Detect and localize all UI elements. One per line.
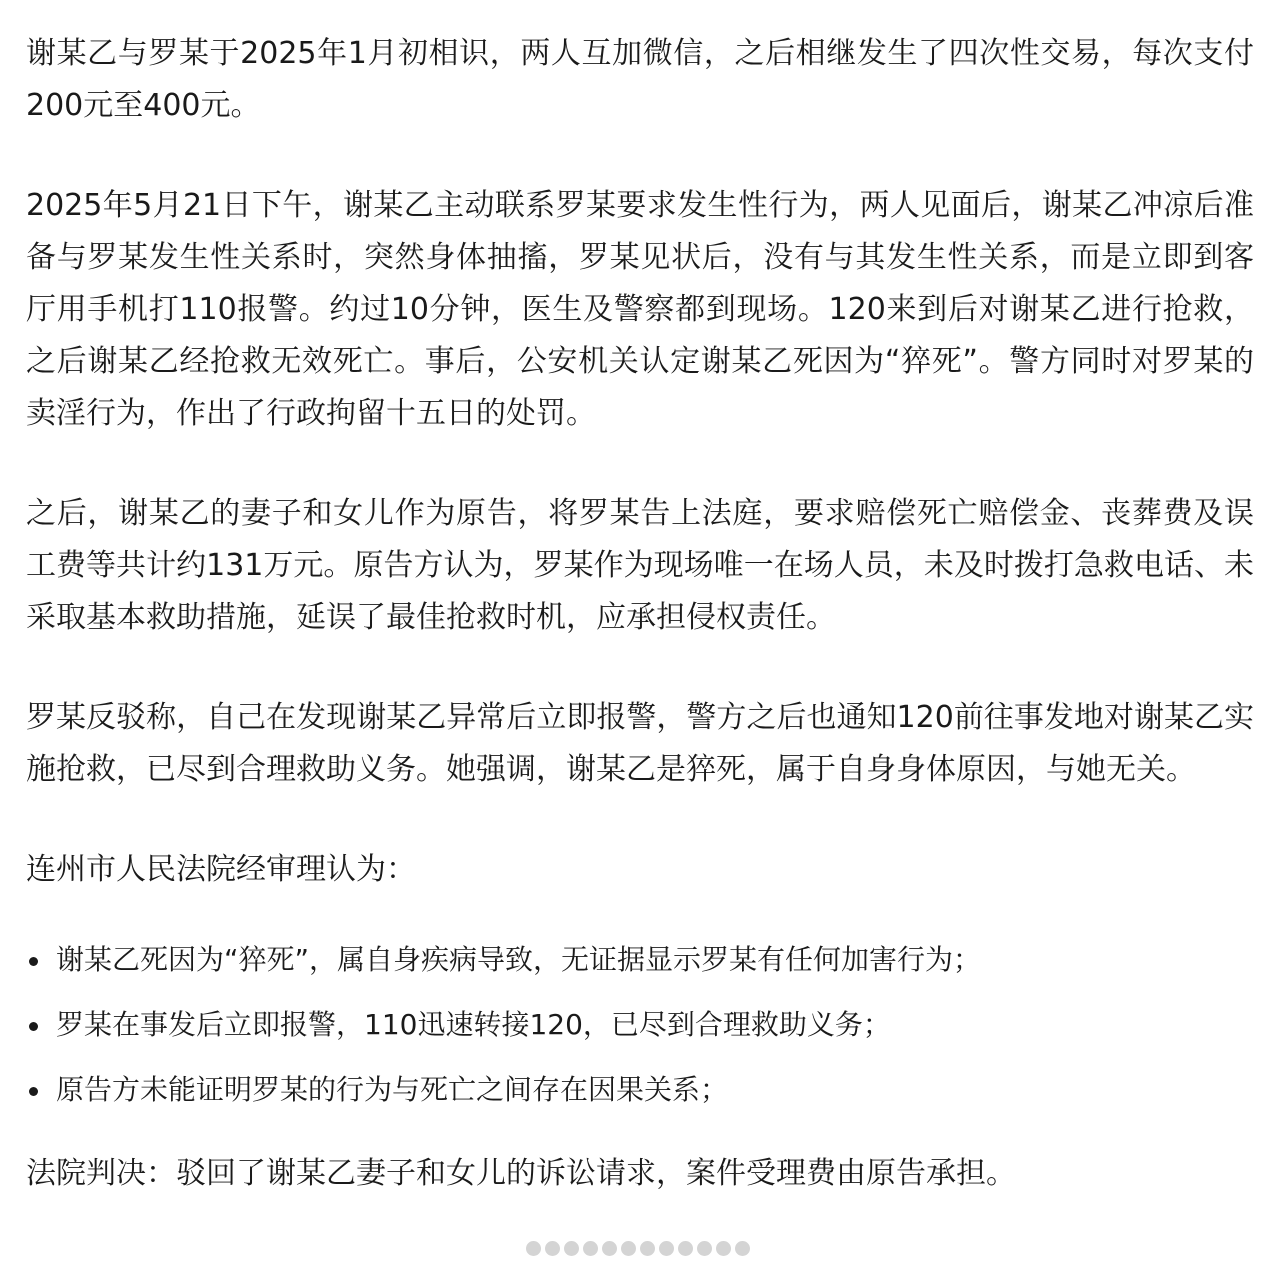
paragraph-incident: 2025年5月21日下午，谢某乙主动联系罗某要求发生性行为，两人见面后，谢某乙冲凉后准备与罗某发生性关系时，突然身体抽搐，罗某见状后，没有与其发生性关系，而是立即到客厅用手机打110报警。约过10分钟，医生及警察都到现场。120来到后对谢某乙进行抢救，之后谢某乙经抢救无效死亡。事后，公安机关认定谢某乙死因为“猝死”。警方同时对罗某的卖淫行为，作出了行政拘留十五日的处罚。	[26, 188, 1254, 431]
watermark-dot	[602, 1241, 617, 1256]
watermark-dot	[640, 1241, 655, 1256]
paragraph-defense: 罗某反驳称，自己在发现谢某乙异常后立即报警，警方之后也通知120前往事发地对谢某乙实施抢救，已尽到合理救助义务。她强调，谢某乙是猝死，属于自身身体原因，与她无关。	[26, 700, 1254, 787]
verdict: 法院判决：驳回了谢某乙妻子和女儿的诉讼请求，案件受理费由原告承担。	[26, 1156, 1016, 1191]
bullet-icon	[29, 1087, 38, 1096]
watermark-dot	[735, 1241, 750, 1256]
watermark-dot	[697, 1241, 712, 1256]
paragraph-lawsuit: 之后，谢某乙的妻子和女儿作为原告，将罗某告上法庭，要求赔偿死亡赔偿金、丧葬费及误工费等共计约131万元。原告方认为，罗某作为现场唯一在场人员，未及时拨打急救电话、未采取基本救助措施，延误了最佳抢救时机，应承担侵权责任。	[26, 496, 1254, 635]
bullet-icon	[29, 957, 38, 966]
court-findings-list	[26, 940, 1254, 1110]
watermark-dot	[621, 1241, 636, 1256]
finding-text: 谢某乙死因为“猝死”，属自身疾病导致，无证据显示罗某有任何加害行为；	[56, 943, 982, 976]
watermark-dot	[564, 1241, 579, 1256]
bullet-icon	[29, 1022, 38, 1031]
watermark-dots-icon	[526, 1236, 756, 1260]
watermark-dot	[659, 1241, 674, 1256]
watermark-dot	[678, 1241, 693, 1256]
list-item	[26, 1005, 1254, 1045]
finding-text: 罗某在事发后立即报警，110迅速转接120，已尽到合理救助义务；	[56, 1008, 891, 1041]
watermark-dot	[545, 1241, 560, 1256]
watermark-dot	[583, 1241, 598, 1256]
article	[26, 28, 1254, 1200]
court-intro: 连州市人民法院经审理认为：	[26, 852, 416, 887]
list-item	[26, 1070, 1254, 1110]
watermark-dot	[526, 1241, 541, 1256]
paragraph-background: 谢某乙与罗某于2025年1月初相识，两人互加微信，之后相继发生了四次性交易，每次支付200元至400元。	[26, 36, 1254, 123]
finding-text: 原告方未能证明罗某的行为与死亡之间存在因果关系；	[56, 1073, 729, 1106]
watermark-dot	[716, 1241, 731, 1256]
list-item	[26, 940, 1254, 980]
